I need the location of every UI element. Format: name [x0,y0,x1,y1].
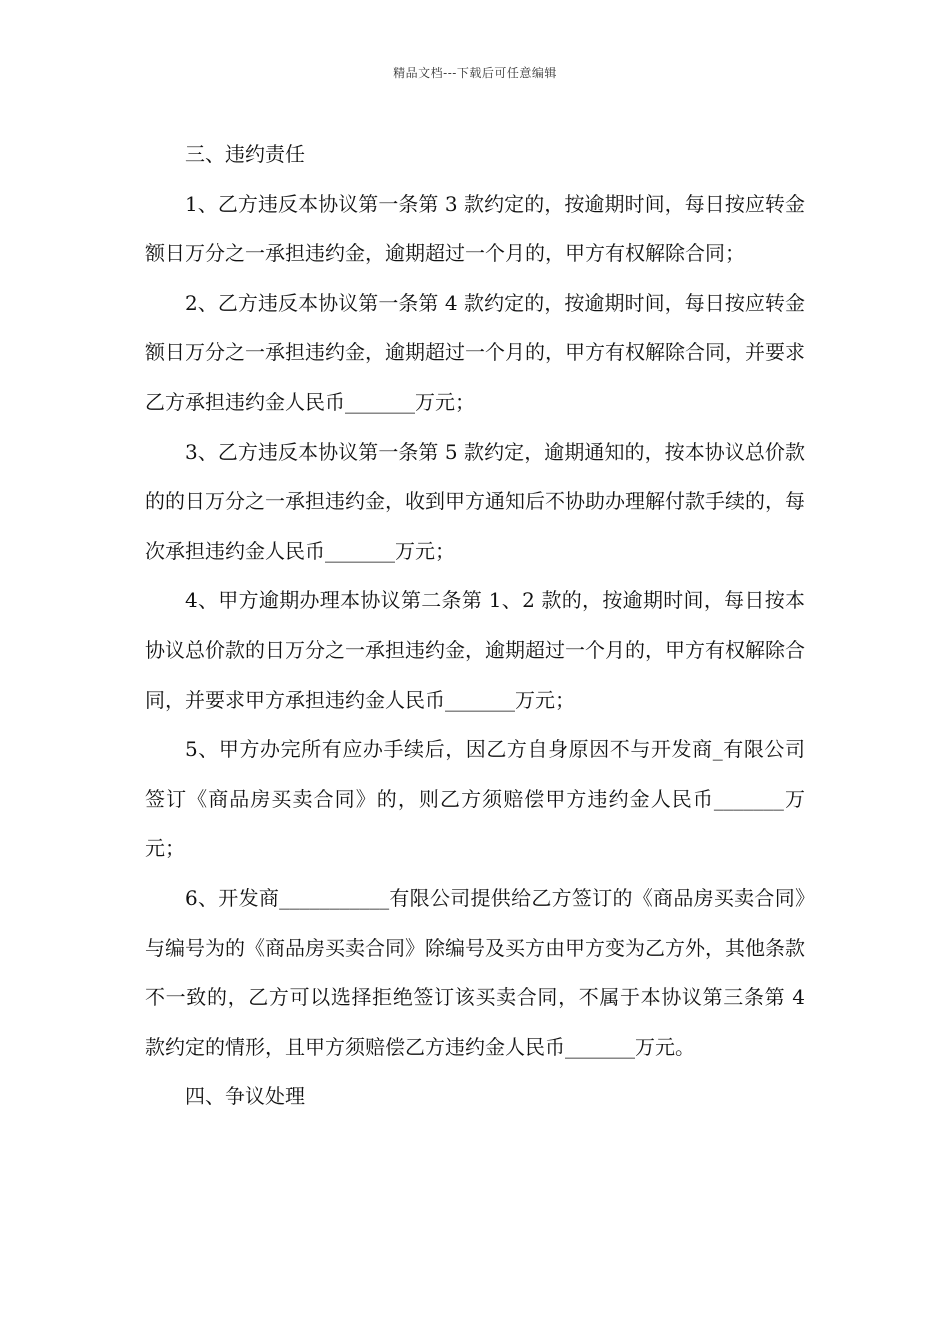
section-heading: 四、争议处理 [185,1084,305,1109]
clause-paragraph: 3、乙方违反本协议第一条第 5 款约定，逾期通知的，按本协议总价款的的日万分之一承担违约金，收到甲方通知后不协助办理解付款手续的，每次承担违约金人民币_______万元； [145,439,805,563]
clause-paragraph: 1、乙方违反本协议第一条第 3 款约定的，按逾期时间，每日按应转金额日万分之一承担违约金，逾期超过一个月的，甲方有权解除合同； [145,191,805,266]
document-body [145,130,805,1122]
section-heading: 三、违约责任 [185,142,305,166]
clause-paragraph: 6、开发商___________有限公司提供给乙方签订的《商品房买卖合同》与编号为的《商品房买卖合同》除编号及买方由甲方变为乙方外，其他条款不一致的，乙方可以选择拒绝签订该买卖合同，不属于本协议第三条第 4 款约定的情形，且甲方须赔偿乙方违约金人民币_______万元。 [145,885,805,1059]
clause-paragraph: 5、甲方办完所有应办手续后，因乙方自身原因不与开发商_有限公司签订《商品房买卖合同》的，则乙方须赔偿甲方违约金人民币_______万元； [145,737,805,861]
clause-paragraph: 4、甲方逾期办理本协议第二条第 1、2 款的，按逾期时间，每日按本协议总价款的日万分之一承担违约金，逾期超过一个月的，甲方有权解除合同，并要求甲方承担违约金人民币_______万元； [145,588,805,712]
clause-paragraph: 2、乙方违反本协议第一条第 4 款约定的，按逾期时间，每日按应转金额日万分之一承担违约金，逾期超过一个月的，甲方有权解除合同，并要求乙方承担违约金人民币_______万元； [145,290,805,414]
page-header: 精品文档---下载后可任意编辑 [393,66,557,80]
